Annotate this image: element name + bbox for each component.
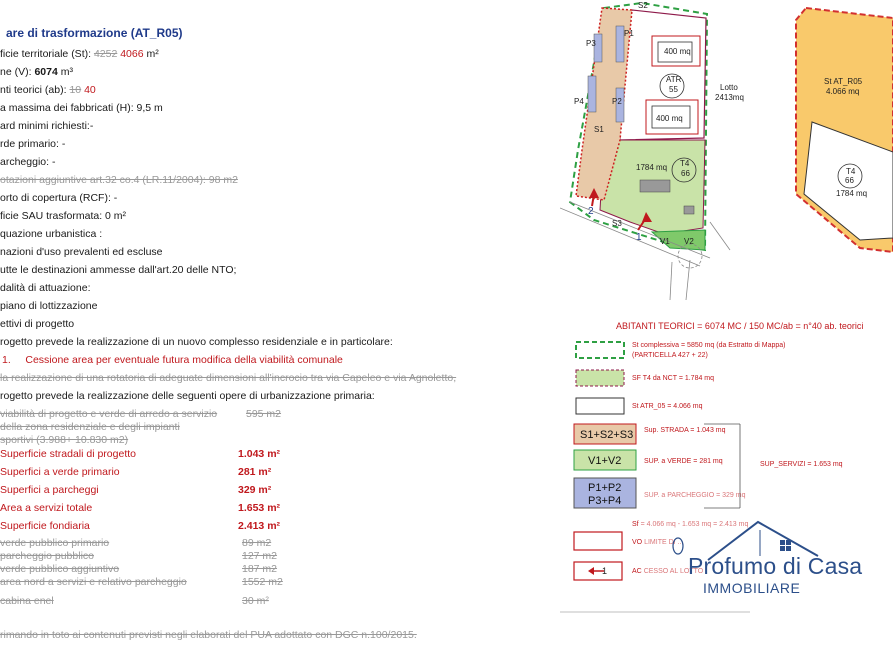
- row-value: 329 m²: [238, 484, 272, 496]
- legend-v-txt: SUP. a VERDE = 281 mq: [644, 458, 723, 465]
- altezza: a massima dei fabbricati (H): 9,5 m: [0, 102, 163, 114]
- label-400b: 400 mq: [656, 114, 683, 123]
- legend-servizi: SUP_SERVIZI = 1.653 mq: [760, 461, 843, 468]
- row-value: 281 m²: [238, 466, 272, 478]
- legend-l1b: (PARTICELLA 427 + 22): [632, 352, 708, 359]
- legend-acc-num: 1: [602, 566, 608, 576]
- label-lotto: Lotto: [720, 83, 738, 92]
- section-title: are di trasformazione (AT_R05): [6, 26, 183, 40]
- piano: piano di lottizzazione: [0, 300, 98, 312]
- rcf: orto di copertura (RCF): -: [0, 192, 118, 204]
- legend-l1a: St complessiva = 5850 mq (da Estratto di Mappa): [632, 342, 786, 349]
- rimando: rimando in toto ai contenuti previsti negli elaborati del PUA adottato con DGC n.100/2015.: [0, 629, 417, 641]
- old-row-value: 30 m²: [242, 595, 269, 607]
- dotazioni-aggiuntive: otazioni aggiuntive art.32 co.4 (LR.11/2004): 98 m2: [0, 174, 238, 186]
- legend-p-txt: SUP. a PARCHEGGIO = 329 mq: [644, 492, 746, 499]
- watermark-name: Profumo di Casa: [688, 553, 863, 579]
- old-row-value: 1552 m2: [242, 576, 283, 588]
- abitanti: nti teorici (ab): 10 40: [0, 84, 96, 96]
- old-row-label: area nord a servizi e relativo parcheggio: [0, 576, 187, 588]
- row-label: Superficie stradali di progetto: [0, 448, 136, 460]
- label-p2: P2: [612, 97, 622, 106]
- label-p3: P3: [586, 39, 596, 48]
- old-row-label: cabina enel: [0, 595, 54, 607]
- old-row-label: verde pubblico aggiuntivo: [0, 563, 120, 575]
- rotatoria: la realizzazione di una rotatoria di adeguate dimensioni all'incrocio tra via Capeleo e via Agnoletto,: [0, 372, 457, 384]
- viab-old-3: sportivi (3.988+ 10.830 m2): [0, 434, 129, 446]
- label-lotto-mq: 2413mq: [715, 93, 744, 102]
- label-t4-2: T4: [846, 167, 856, 176]
- viab-old-2: della zona residenziale e degli impianti: [0, 421, 180, 433]
- legend-acc: AC CESSO AL LOTTO: [632, 568, 704, 575]
- label-atr-num: 55: [669, 85, 678, 94]
- row-label: Superfici a verde primario: [0, 466, 120, 478]
- nto: utte le destinazioni ammesse dall'art.20 delle NTO;: [0, 264, 237, 276]
- label-t4: T4: [680, 159, 690, 168]
- obiettivi: ettivi di progetto: [0, 318, 75, 330]
- legend-s-txt: Sup. STRADA = 1.043 mq: [644, 427, 726, 434]
- label-p4: P4: [574, 97, 584, 106]
- legend-vo: VO LIMITE DI ...: [632, 539, 684, 546]
- destinazioni: nazioni d'uso prevalenti ed escluse: [0, 246, 163, 258]
- label-v2: V2: [684, 237, 694, 246]
- arrow-1-label: 1: [636, 232, 642, 243]
- parcheggio: archeggio: -: [0, 156, 56, 168]
- item-1: 1. Cessione area per eventuale futura modifica della viabilità comunale: [2, 354, 343, 366]
- label-t4-num-2: 66: [845, 176, 854, 185]
- row-value: 1.043 m²: [238, 448, 281, 460]
- sup-territoriale: ficie territoriale (St): 4252 4066 m²: [0, 48, 159, 60]
- row-value: 1.653 m²: [238, 502, 281, 514]
- arrow-2-label: 2: [588, 206, 594, 217]
- old-row-label: parcheggio pubblico: [0, 550, 94, 562]
- legend-box-p1: P1+P2: [588, 482, 622, 494]
- label-s3: S3: [612, 219, 622, 228]
- legend-l2: SF T4 da NCT = 1.784 mq: [632, 375, 715, 382]
- watermark-sub: IMMOBILIARE: [703, 580, 801, 596]
- legend-l3: St ATR_05 = 4.066 mq: [632, 403, 703, 410]
- label-st-at: St AT_R05: [824, 77, 863, 86]
- label-st-mq: 4.066 mq: [826, 87, 860, 96]
- row-label: Superficie fondiaria: [0, 520, 90, 532]
- label-s1: S1: [594, 125, 604, 134]
- label-400a: 400 mq: [664, 47, 691, 56]
- sau: ficie SAU trasformata: 0 m²: [0, 210, 127, 222]
- old-row-value: 127 m2: [242, 550, 278, 562]
- label-atr: ATR: [666, 75, 682, 84]
- label-mq-2: 1784 mq: [836, 189, 868, 198]
- old-row-value: 187 m2: [242, 563, 278, 575]
- legend-sf: Sf = 4.066 mq - 1.653 mq = 2.413 mq: [632, 521, 749, 528]
- label-v1: V1: [660, 237, 670, 246]
- row-value: 2.413 m²: [238, 520, 281, 532]
- row-label: Area a servizi totale: [0, 502, 93, 514]
- row-label: Superfici a parcheggi: [0, 484, 99, 496]
- legend-header: ABITANTI TEORICI = 6074 MC / 150 MC/ab = n°40 ab. teorici: [616, 321, 864, 331]
- prevede-1: rogetto prevede la realizzazione di un nuovo complesso residenziale e in particolare:: [0, 336, 393, 348]
- label-t4-num: 66: [681, 169, 690, 178]
- old-row-label: verde pubblico primario: [0, 537, 110, 549]
- label-green-mq: 1784 mq: [636, 163, 668, 172]
- standard: ard minimi richiesti:-: [0, 120, 94, 132]
- prevede-2: rogetto prevede la realizzazione delle seguenti opere di urbanizzazione primaria:: [0, 390, 375, 402]
- viab-old-value: 595 m2: [246, 408, 282, 420]
- label-p1: P1: [624, 29, 634, 38]
- qualificazione: quazione urbanistica :: [0, 228, 103, 240]
- modalita: dalità di attuazione:: [0, 282, 91, 294]
- legend-box-p2: P3+P4: [588, 495, 622, 507]
- volume: ne (V): 6074 m³: [0, 66, 73, 78]
- legend-box-s: S1+S2+S3: [580, 429, 634, 441]
- viab-old-1: viabilità di progetto e verde di arredo a servizio: [0, 408, 218, 420]
- old-row-value: 89 m2: [242, 537, 272, 549]
- label-s2: S2: [638, 1, 648, 10]
- legend-box-v: V1+V2: [588, 455, 622, 467]
- verde-primario: rde primario: -: [0, 138, 66, 150]
- secondary-plan: [796, 8, 893, 252]
